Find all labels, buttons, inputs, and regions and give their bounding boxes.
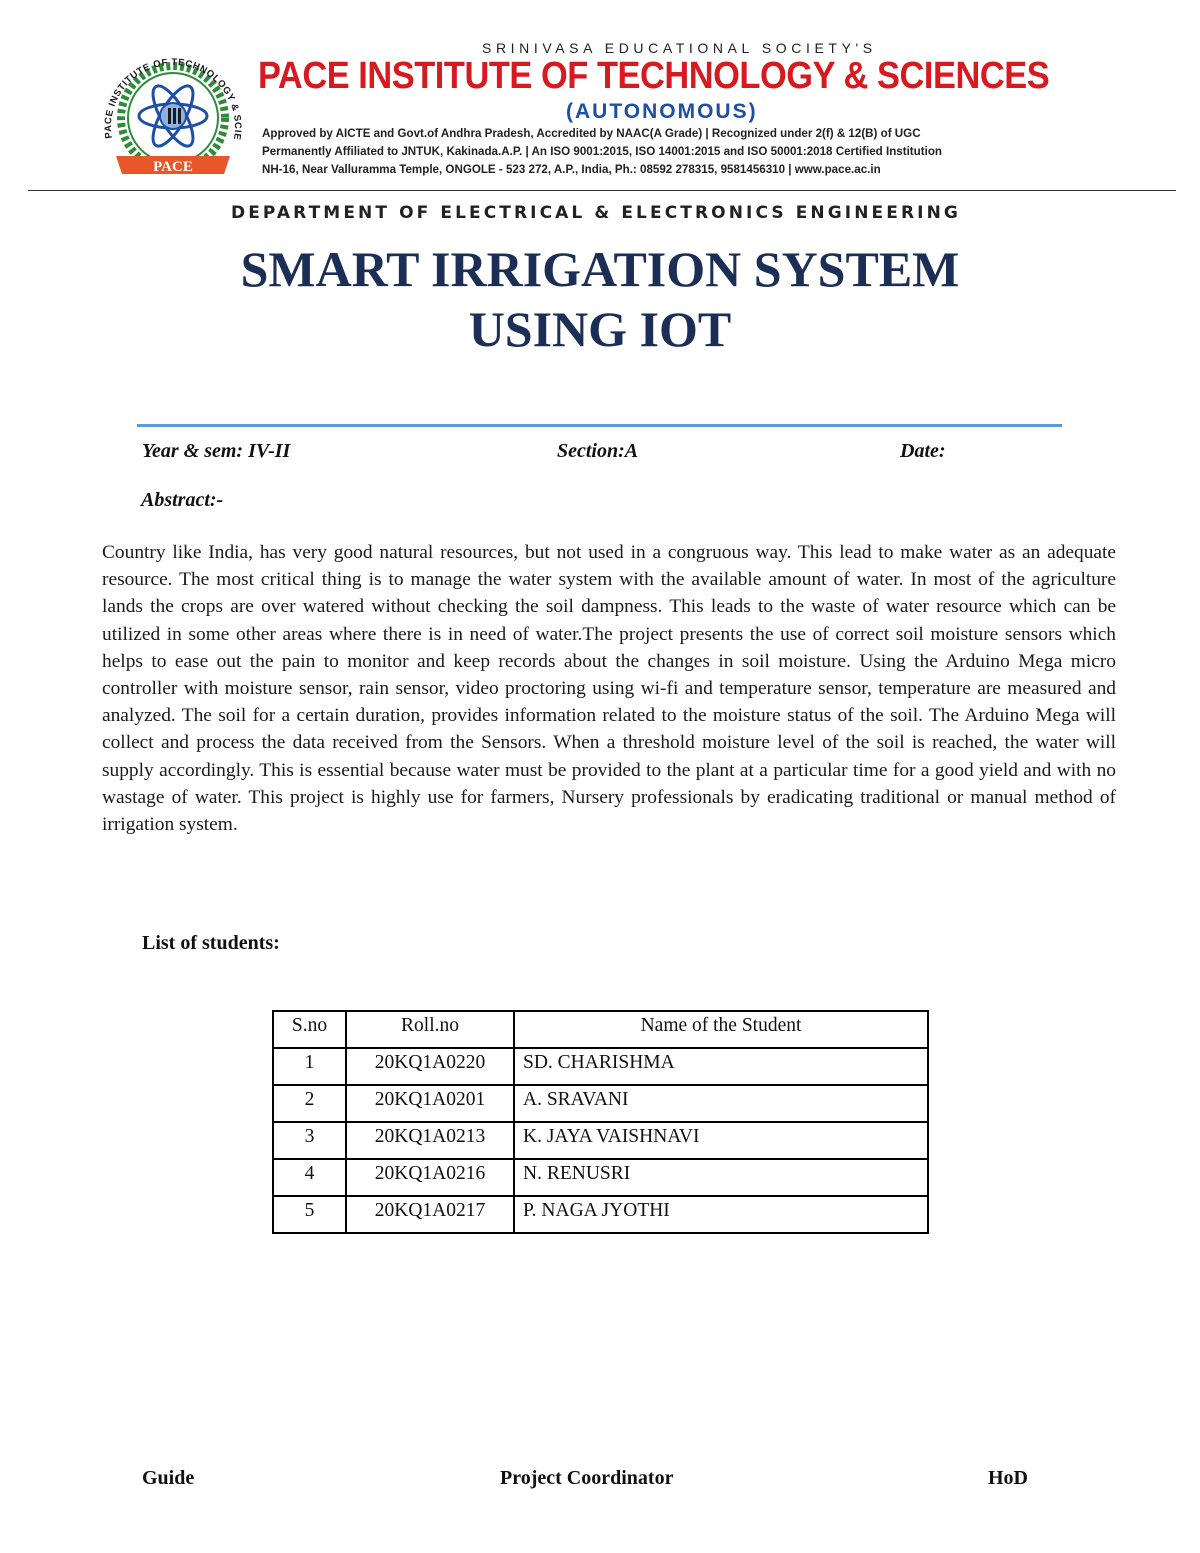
logo-ring-text: PACE INSTITUTE OF TECHNOLOGY & SCIE xyxy=(102,56,244,141)
cell-sno: 5 xyxy=(273,1196,346,1233)
cell-rollno: 20KQ1A0201 xyxy=(346,1085,514,1122)
header-sno: S.no xyxy=(273,1011,346,1048)
abstract-label: Abstract:- xyxy=(141,489,224,511)
hod-signature: HoD xyxy=(988,1467,1028,1489)
header-student-name: Name of the Student xyxy=(514,1011,928,1048)
cell-rollno: 20KQ1A0220 xyxy=(346,1048,514,1085)
section: Section:A xyxy=(557,440,639,462)
society-name: SRINIVASA EDUCATIONAL SOCIETY'S xyxy=(482,40,877,56)
header-rollno: Roll.no xyxy=(346,1011,514,1048)
accreditation-line: Approved by AICTE and Govt.of Andhra Pradesh, Accredited by NAAC(A Grade) | Recognized under 2(f) & 12(B) of UGC xyxy=(262,127,921,140)
department-name: DEPARTMENT OF ELECTRICAL & ELECTRONICS ENGINEERING xyxy=(231,203,961,223)
project-title-line1: SMART IRRIGATION SYSTEM xyxy=(240,241,960,297)
cell-student-name: SD. CHARISHMA xyxy=(514,1048,928,1085)
logo-banner-text: PACE xyxy=(153,159,193,175)
cell-sno: 2 xyxy=(273,1085,346,1122)
table-row xyxy=(273,1048,928,1085)
table-header-row xyxy=(273,1011,928,1048)
cell-sno: 1 xyxy=(273,1048,346,1085)
cell-rollno: 20KQ1A0213 xyxy=(346,1122,514,1159)
cell-student-name: P. NAGA JYOTHI xyxy=(514,1196,928,1233)
cell-sno: 3 xyxy=(273,1122,346,1159)
header-divider xyxy=(28,190,1176,191)
year-sem: Year & sem: IV-II xyxy=(142,440,291,462)
coordinator-signature: Project Coordinator xyxy=(500,1467,674,1489)
students-table xyxy=(272,1010,929,1234)
table-row xyxy=(273,1159,928,1196)
table-row xyxy=(273,1122,928,1159)
cell-rollno: 20KQ1A0217 xyxy=(346,1196,514,1233)
cell-student-name: A. SRAVANI xyxy=(514,1085,928,1122)
cell-rollno: 20KQ1A0216 xyxy=(346,1159,514,1196)
abstract-text: Country like India, has very good natural resources, but not used in a congruous way. This lead to make water as an adequate resource. The most critical thing is to manage the water system with the available amount of water. In most of the agriculture lands the crops are over watered without checking the soil dampness. This leads to the waste of water resource which can be utilized in some other areas where there is in need of water.The project presents the use of correct soil moisture sensors which helps to ease out the pain to monitor and keep records about the changes in soil moisture. Using the Arduino Mega micro controller with moisture sensor, rain sensor, video proctoring using wi-fi and temperature sensor, temperature are measured and analyzed. The soil for a certain duration, provides information related to the moisture status of the soil. The Arduino Mega will collect and process the data received from the Sensors. When a threshold moisture level of the soil is reached, the water will supply accordingly. This is essential because water must be provided to the plant at a particular time for a good yield and with no wastage of water. This project is highly use for farmers, Nursery professionals by eradicating traditional or manual method of irrigation system. xyxy=(102,542,1116,836)
students-label: List of students: xyxy=(142,932,280,954)
title-divider xyxy=(137,424,1062,427)
autonomous-status: (AUTONOMOUS) xyxy=(566,100,758,123)
table-row xyxy=(273,1085,928,1122)
cell-student-name: N. RENUSRI xyxy=(514,1159,928,1196)
cell-student-name: K. JAYA VAISHNAVI xyxy=(514,1122,928,1159)
affiliation-line: Permanently Affiliated to JNTUK, Kakinada.A.P. | An ISO 9001:2015, ISO 14001:2015 and ISO 50001:2018 Certified Institution xyxy=(262,145,942,158)
table-row xyxy=(273,1196,928,1233)
address-line: NH-16, Near Valluramma Temple, ONGOLE - 523 272, A.P., India, Ph.: 08592 278315, 9581456310 | www.pace.ac.in xyxy=(262,163,881,176)
guide-signature: Guide xyxy=(142,1467,195,1489)
institute-name: PACE INSTITUTE OF TECHNOLOGY & SCIENCES xyxy=(258,55,1050,97)
project-title-line2: USING IOT xyxy=(468,301,732,357)
cell-sno: 4 xyxy=(273,1159,346,1196)
date-label: Date: xyxy=(900,440,946,462)
institute-logo xyxy=(98,52,248,180)
